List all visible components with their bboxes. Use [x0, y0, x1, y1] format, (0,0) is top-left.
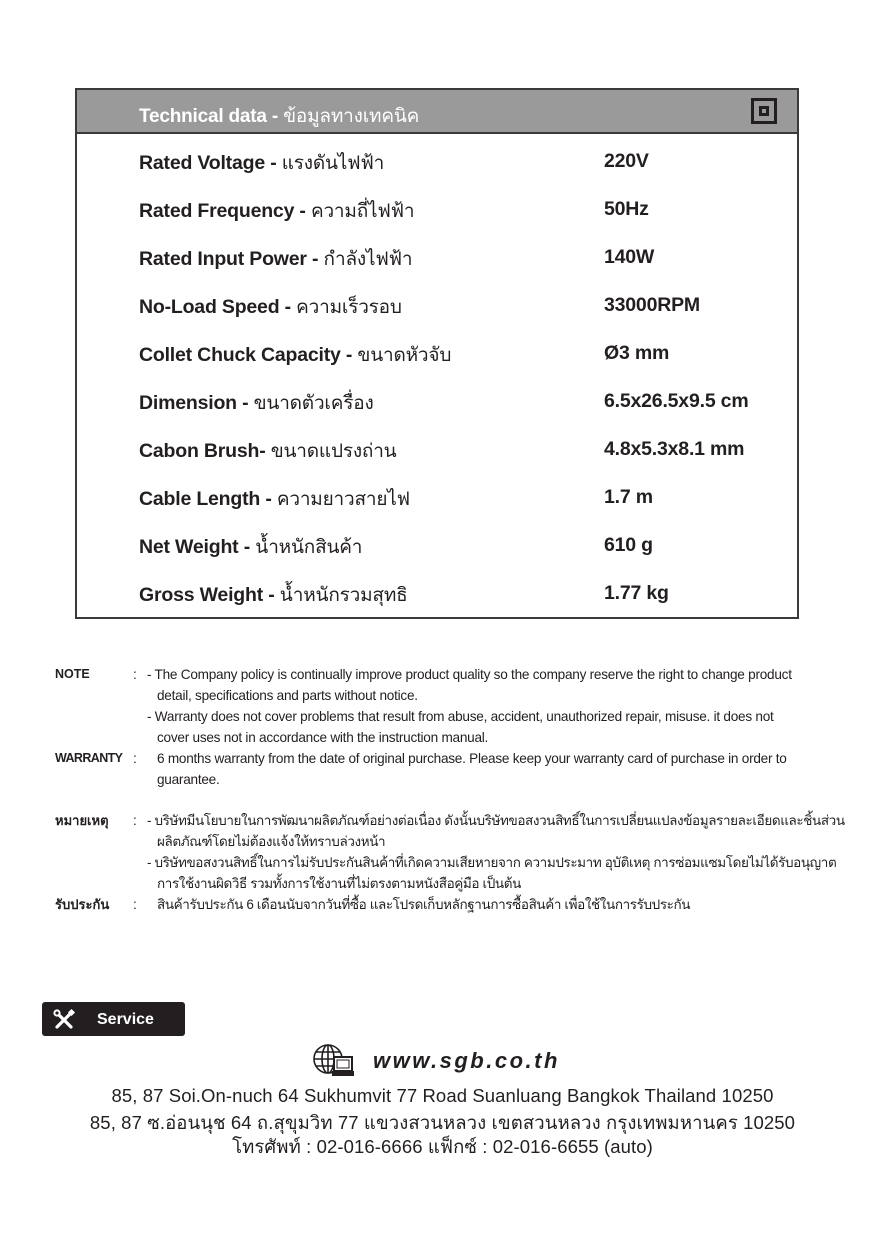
spec-label-en: Net Weight -: [139, 536, 256, 558]
th-note-colon: :: [133, 813, 137, 828]
contact-phone-fax: โทรศัพท์ : 02-016-6666 แฟ็กซ์ : 02-016-6655 (auto): [232, 1136, 653, 1157]
table-title: [139, 101, 419, 131]
spec-row: [139, 196, 789, 226]
spec-value: 50Hz: [604, 198, 649, 220]
note-line: - The Company policy is continually improve product quality so the company reserve the right to change product: [147, 667, 792, 682]
spec-label-th: ความยาวสายไฟ: [276, 489, 410, 510]
spec-row: [139, 388, 789, 418]
th-warranty-colon: :: [133, 897, 137, 912]
spec-label-en: Collet Chuck Capacity -: [139, 344, 358, 366]
service-label: Service: [97, 1011, 154, 1028]
spec-label: [139, 148, 384, 178]
spec-value: 1.77 kg: [604, 582, 669, 604]
table-title-en: Technical data -: [139, 106, 284, 127]
spec-row: [139, 532, 789, 562]
note-line: - Warranty does not cover problems that result from abuse, accident, unauthorized repair, misuse. it does not: [147, 709, 774, 724]
warranty-line: guarantee.: [157, 772, 220, 787]
spec-label-en: Cable Length -: [139, 488, 277, 510]
spec-label-th: ขนาดตัวเครื่อง: [253, 393, 374, 414]
th-note-line: - บริษัทขอสงวนสิทธิ์ในการไม่รับประกันสินค้าที่เกิดความเสียหายจาก ความประมาท อุบัติเหตุ การซ่อมแซมโดยไม่ได้รับอนุญาต: [147, 855, 837, 870]
spec-label: [139, 580, 408, 610]
warranty-key: WARRANTY: [55, 751, 123, 765]
website-url[interactable]: www.sgb.co.th: [373, 1048, 560, 1073]
th-note-line: การใช้งานผิดวิธี รวมทั้งการใช้งานที่ไม่ตรงตามหนังสือคู่มือ เป็นต้น: [157, 876, 521, 891]
spec-label: [139, 244, 412, 274]
service-badge: [42, 1002, 185, 1036]
spec-label: [139, 196, 414, 226]
spec-label-th: น้ำหนักรวมสุทธิ: [279, 585, 408, 606]
spec-row: [139, 340, 789, 370]
globe-computer-icon: [312, 1043, 356, 1079]
spec-label-th: ขนาดหัวจับ: [357, 345, 452, 366]
spec-label-en: Cabon Brush-: [139, 440, 271, 462]
th-warranty-line: สินค้ารับประกัน 6 เดือนนับจากวันที่ซื้อ และโปรดเก็บหลักฐานการซื้อสินค้า เพื่อใช้ในการรับประกัน: [157, 897, 691, 912]
spec-label-th: ความถี่ไฟฟ้า: [310, 201, 415, 222]
spec-label: [139, 436, 396, 466]
spec-label: [139, 532, 362, 562]
spec-label-th: ขนาดแปรงถ่าน: [270, 441, 397, 462]
note-colon: :: [133, 667, 137, 682]
address-th: 85, 87 ซ.อ่อนนุช 64 ถ.สุขุมวิท 77 แขวงสวนหลวง เขตสวนหลวง กรุงเทพมหานคร 10250: [89, 1112, 796, 1133]
technical-data-table: [75, 88, 799, 619]
warranty-line: 6 months warranty from the date of original purchase. Please keep your warranty card of purchase in order to: [157, 751, 787, 766]
address-en: 85, 87 Soi.On-nuch 64 Sukhumvit 77 Road Suanluang Bangkok Thailand 10250: [111, 1085, 774, 1106]
spec-label-en: Rated Input Power -: [139, 248, 324, 270]
spec-row: [139, 292, 789, 322]
th-note-line: ผลิตภัณฑ์โดยไม่ต้องแจ้งให้ทราบล่วงหน้า: [157, 834, 386, 849]
spec-label: [139, 388, 374, 418]
spec-label-th: ความเร็วรอบ: [296, 297, 402, 318]
spec-value: 4.8x5.3x8.1 mm: [604, 438, 745, 460]
spec-value: 33000RPM: [604, 294, 700, 316]
spec-label-th: น้ำหนักสินค้า: [255, 537, 363, 558]
spec-value: 1.7 m: [604, 486, 653, 508]
table-header: [77, 90, 797, 134]
note-line: detail, specifications and parts without notice.: [157, 688, 418, 703]
spec-row: [139, 580, 789, 610]
spec-value: 6.5x26.5x9.5 cm: [604, 390, 749, 412]
spec-row: [139, 484, 789, 514]
spec-label-en: Rated Frequency -: [139, 200, 311, 222]
th-note-line: - บริษัทมีนโยบายในการพัฒนาผลิตภัณฑ์อย่างต่อเนื่อง ดังนั้นบริษัทขอสงวนสิทธิ์ในการเปลี่ยนแปลงข้อมูลรายละเอียดและชิ้นส่วน: [147, 813, 845, 828]
spec-row: [139, 148, 789, 178]
th-note-key: หมายเหตุ: [55, 813, 109, 828]
th-warranty-key: รับประกัน: [55, 897, 110, 912]
spec-label-en: No-Load Speed -: [139, 296, 297, 318]
table-title-th: ข้อมูลทางเทคนิค: [283, 106, 420, 127]
spec-label-th: กำลังไฟฟ้า: [323, 249, 413, 270]
double-insulation-icon: [751, 98, 777, 124]
spec-label: [139, 484, 410, 514]
spec-label-en: Dimension -: [139, 392, 254, 414]
spec-value: 220V: [604, 150, 649, 172]
spec-value: 610 g: [604, 534, 653, 556]
spec-value: 140W: [604, 246, 655, 268]
warranty-colon: :: [133, 751, 137, 766]
spec-row: [139, 436, 789, 466]
note-key: NOTE: [55, 667, 90, 681]
note-line: cover uses not in accordance with the instruction manual.: [157, 730, 489, 745]
spec-label: [139, 292, 402, 322]
spec-value: Ø3 mm: [604, 342, 670, 364]
spec-label-en: Gross Weight -: [139, 584, 280, 606]
spec-row: [139, 244, 789, 274]
spec-label: [139, 340, 451, 370]
spec-label-th: แรงดันไฟฟ้า: [281, 153, 385, 174]
spec-label-en: Rated Voltage -: [139, 152, 282, 174]
wrench-screwdriver-icon: [52, 1008, 76, 1032]
